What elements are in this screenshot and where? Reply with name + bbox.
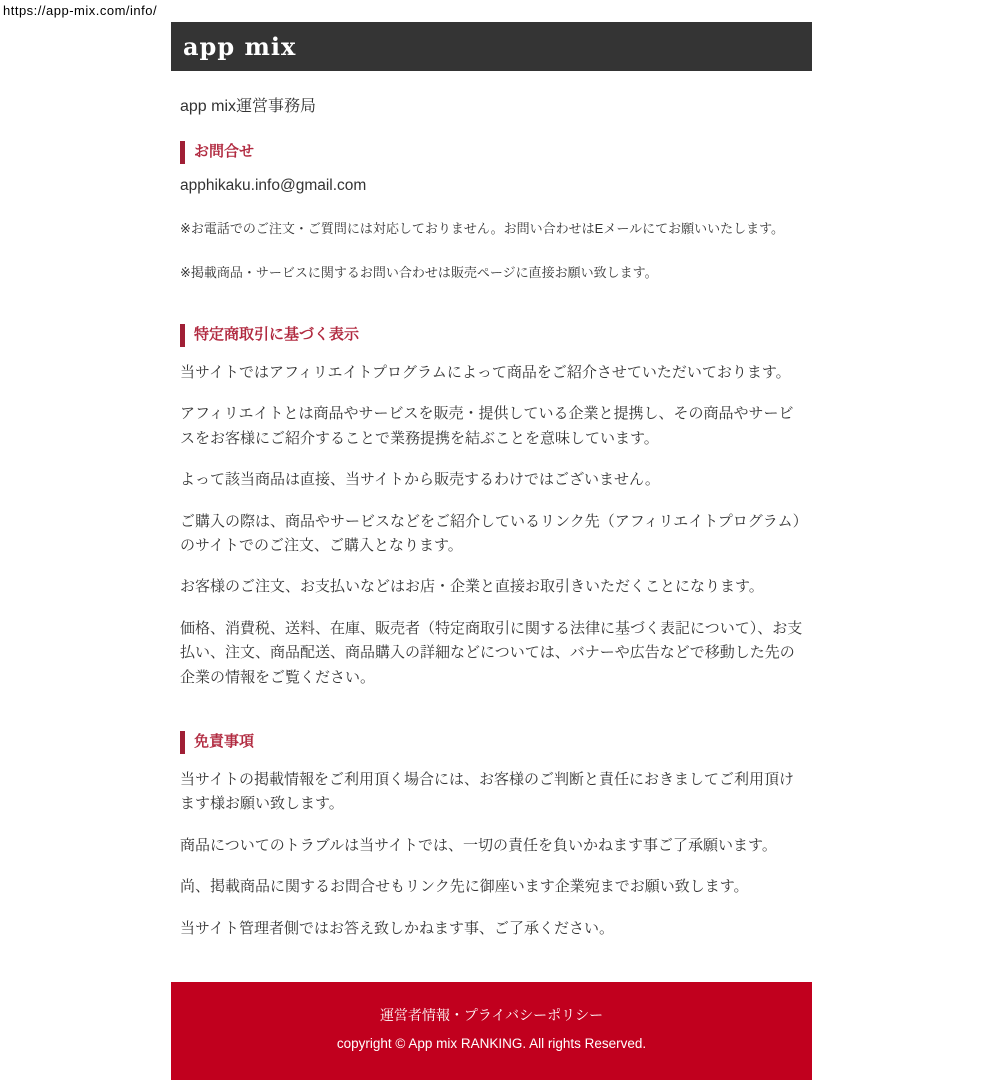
- operator-label: app mix運営事務局: [180, 98, 317, 115]
- paragraph: 価格、消費税、送料、在庫、販売者（特定商取引に関する法律に基づく表記について）、お支払い、注文、商品配送、商品購入の詳細などについては、バナーや広告などで移動した先の企業の情報をご覧ください。: [180, 619, 803, 686]
- paragraph: よって該当商品は直接、当サイトから販売するわけではございません。: [180, 471, 660, 489]
- paragraph: 尚、掲載商品に関するお問合せもリンク先に御座います企業宛までお願い致します。: [180, 878, 749, 896]
- contact-email: apphikaku.info@gmail.com: [180, 176, 367, 194]
- footer-copyright: copyright © App mix RANKING. All rights Reserved.: [336, 1036, 647, 1052]
- paragraph: 商品についてのトラブルは当サイトでは、一切の責任を負いかねます事ご了承願います。: [180, 836, 777, 854]
- tokutei-heading: 特定商取引に基づく表示: [180, 324, 803, 347]
- contact-note: ※お電話でのご注文・ご質問には対応しておりません。お問い合わせはEメールにてお願いいたします。: [180, 220, 785, 236]
- paragraph: 当サイトの掲載情報をご利用頂く場合には、お客様のご判断と責任におきましてご利用頂けます様お願い致します。: [180, 770, 794, 813]
- section-disclaimer: [180, 731, 803, 941]
- site-header: [171, 22, 812, 71]
- paragraph: お客様のご注文、お支払いなどはお店・企業と直接お取引きいただくことになります。: [180, 578, 764, 596]
- paragraph: ご購入の際は、商品やサービスなどをご紹介しているリンク先（アフィリエイトプログラム）のサイトでのご注文、ご購入となります。: [180, 512, 801, 554]
- contact-note: ※掲載商品・サービスに関するお問い合わせは販売ページに直接お願い致します。: [180, 264, 658, 280]
- section-contact: [180, 141, 803, 283]
- section-tokutei: [180, 324, 803, 690]
- page-container: [171, 22, 812, 941]
- paragraph: アフィリエイトとは商品やサービスを販売・提供している企業と提携し、その商品やサービスをお客様にご紹介することで業務提携を結ぶことを意味しています。: [180, 405, 794, 447]
- site-title: app mix: [183, 32, 297, 61]
- paragraph: 当サイト管理者側ではお答え致しかねます事、ご了承ください。: [180, 919, 614, 937]
- contact-heading: お問合せ: [180, 141, 803, 164]
- page-url: https://app-mix.com/info/: [3, 3, 158, 18]
- disclaimer-heading: 免責事項: [180, 731, 803, 754]
- paragraph: 当サイトではアフィリエイトプログラムによって商品をご紹介させていただいております。: [180, 363, 791, 381]
- footer-privacy-link[interactable]: 運営者情報・プライバシーポリシー: [379, 1007, 604, 1024]
- main-content: [171, 93, 812, 941]
- page-footer: [171, 982, 812, 1080]
